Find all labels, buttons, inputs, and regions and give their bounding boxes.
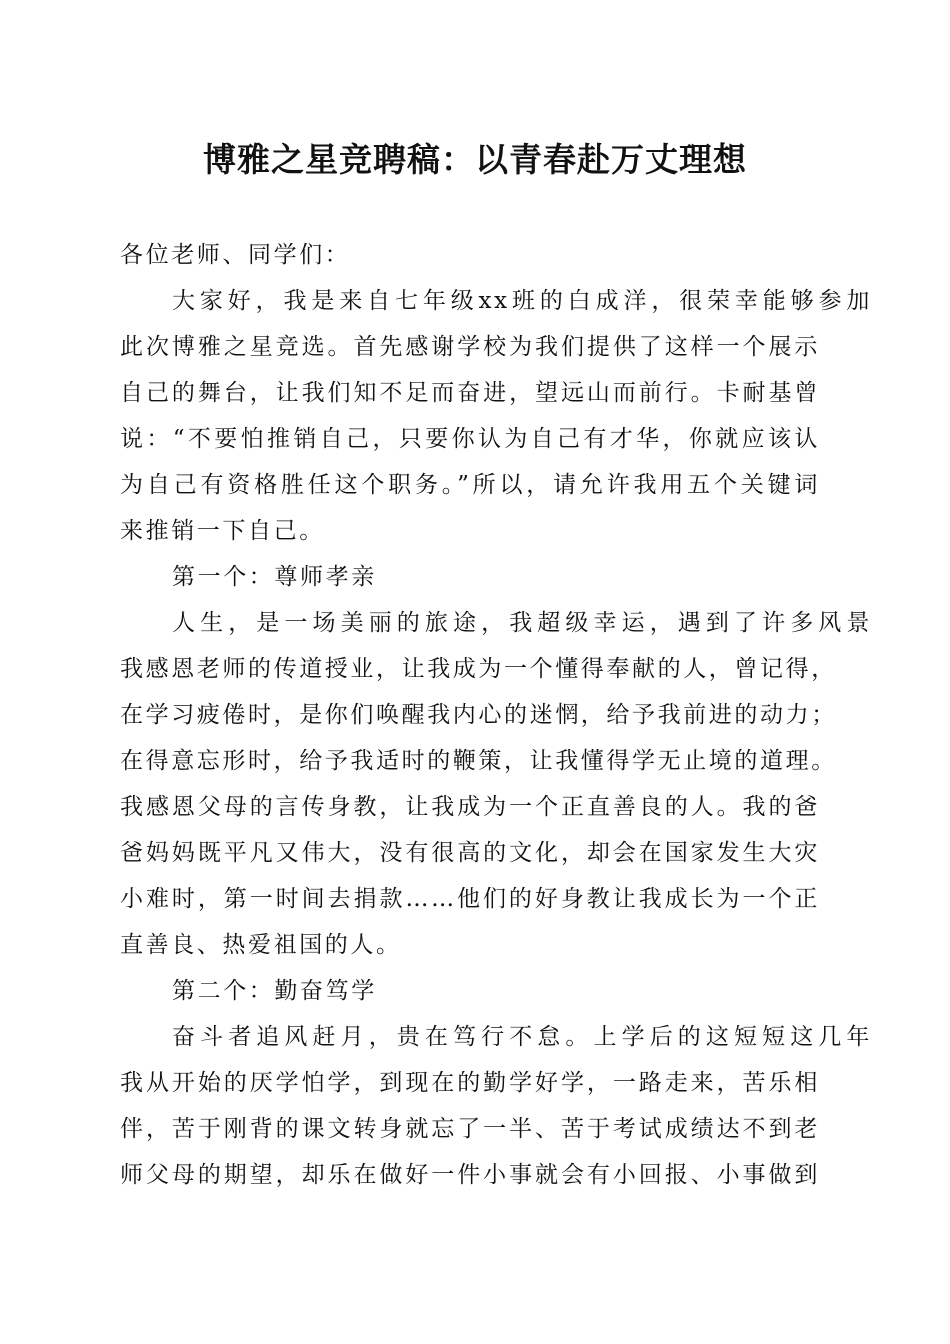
paragraph-line: 来推销一下自己。 bbox=[120, 518, 325, 544]
paragraph-line: 小难时，第一时间去捐款……他们的好身教让我成长为一个正 bbox=[120, 886, 820, 912]
section-heading: 第一个：尊师孝亲 bbox=[172, 564, 377, 590]
paragraph-line: 我感恩老师的传道授业，让我成为一个懂得奉献的人，曾记得， bbox=[120, 656, 837, 682]
section-heading: 第二个：勤奋笃学 bbox=[172, 978, 377, 1004]
paragraph-line: 奋斗者追风赶月，贵在笃行不怠。上学后的这短短这几年 bbox=[172, 1024, 872, 1050]
paragraph-line: 师父母的期望，却乐在做好一件小事就会有小回报、小事做到 bbox=[120, 1162, 820, 1188]
paragraph-line: 在得意忘形时，给予我适时的鞭策，让我懂得学无止境的道理。 bbox=[120, 748, 837, 774]
paragraph-line: 此次博雅之星竞选。首先感谢学校为我们提供了这样一个展示 bbox=[120, 334, 820, 360]
paragraph-line: 在学习疲倦时，是你们唤醒我内心的迷惘，给予我前进的动力； bbox=[120, 702, 837, 728]
paragraph-line: 我感恩父母的言传身教，让我成为一个正直善良的人。我的爸 bbox=[120, 794, 820, 820]
paragraph-line: 说：“不要怕推销自己，只要你认为自己有才华，你就应该认 bbox=[120, 426, 820, 452]
salutation: 各位老师、同学们： bbox=[120, 242, 351, 268]
paragraph-line: 伴，苦于刚背的课文转身就忘了一半、苦于考试成绩达不到老 bbox=[120, 1116, 820, 1142]
paragraph-line: 人生，是一场美丽的旅途，我超级幸运，遇到了许多风景 bbox=[172, 610, 872, 636]
paragraph-line: 自己的舞台，让我们知不足而奋进，望远山而前行。卡耐基曾 bbox=[120, 380, 820, 406]
document-body bbox=[120, 232, 872, 1198]
paragraph-line: 大家好，我是来自七年级xx班的白成洋，很荣幸能够参加 bbox=[172, 288, 872, 314]
paragraph-line: 爸妈妈既平凡又伟大，没有很高的文化，却会在国家发生大灾 bbox=[120, 840, 820, 866]
paragraph-line: 我从开始的厌学怕学，到现在的勤学好学，一路走来，苦乐相 bbox=[120, 1070, 820, 1096]
paragraph-line: 直善良、热爱祖国的人。 bbox=[120, 932, 402, 958]
document-title: 博雅之星竞聘稿：以青春赴万丈理想 bbox=[203, 140, 747, 179]
paragraph-line: 为自己有资格胜任这个职务。”所以，请允许我用五个关键词 bbox=[120, 472, 820, 498]
